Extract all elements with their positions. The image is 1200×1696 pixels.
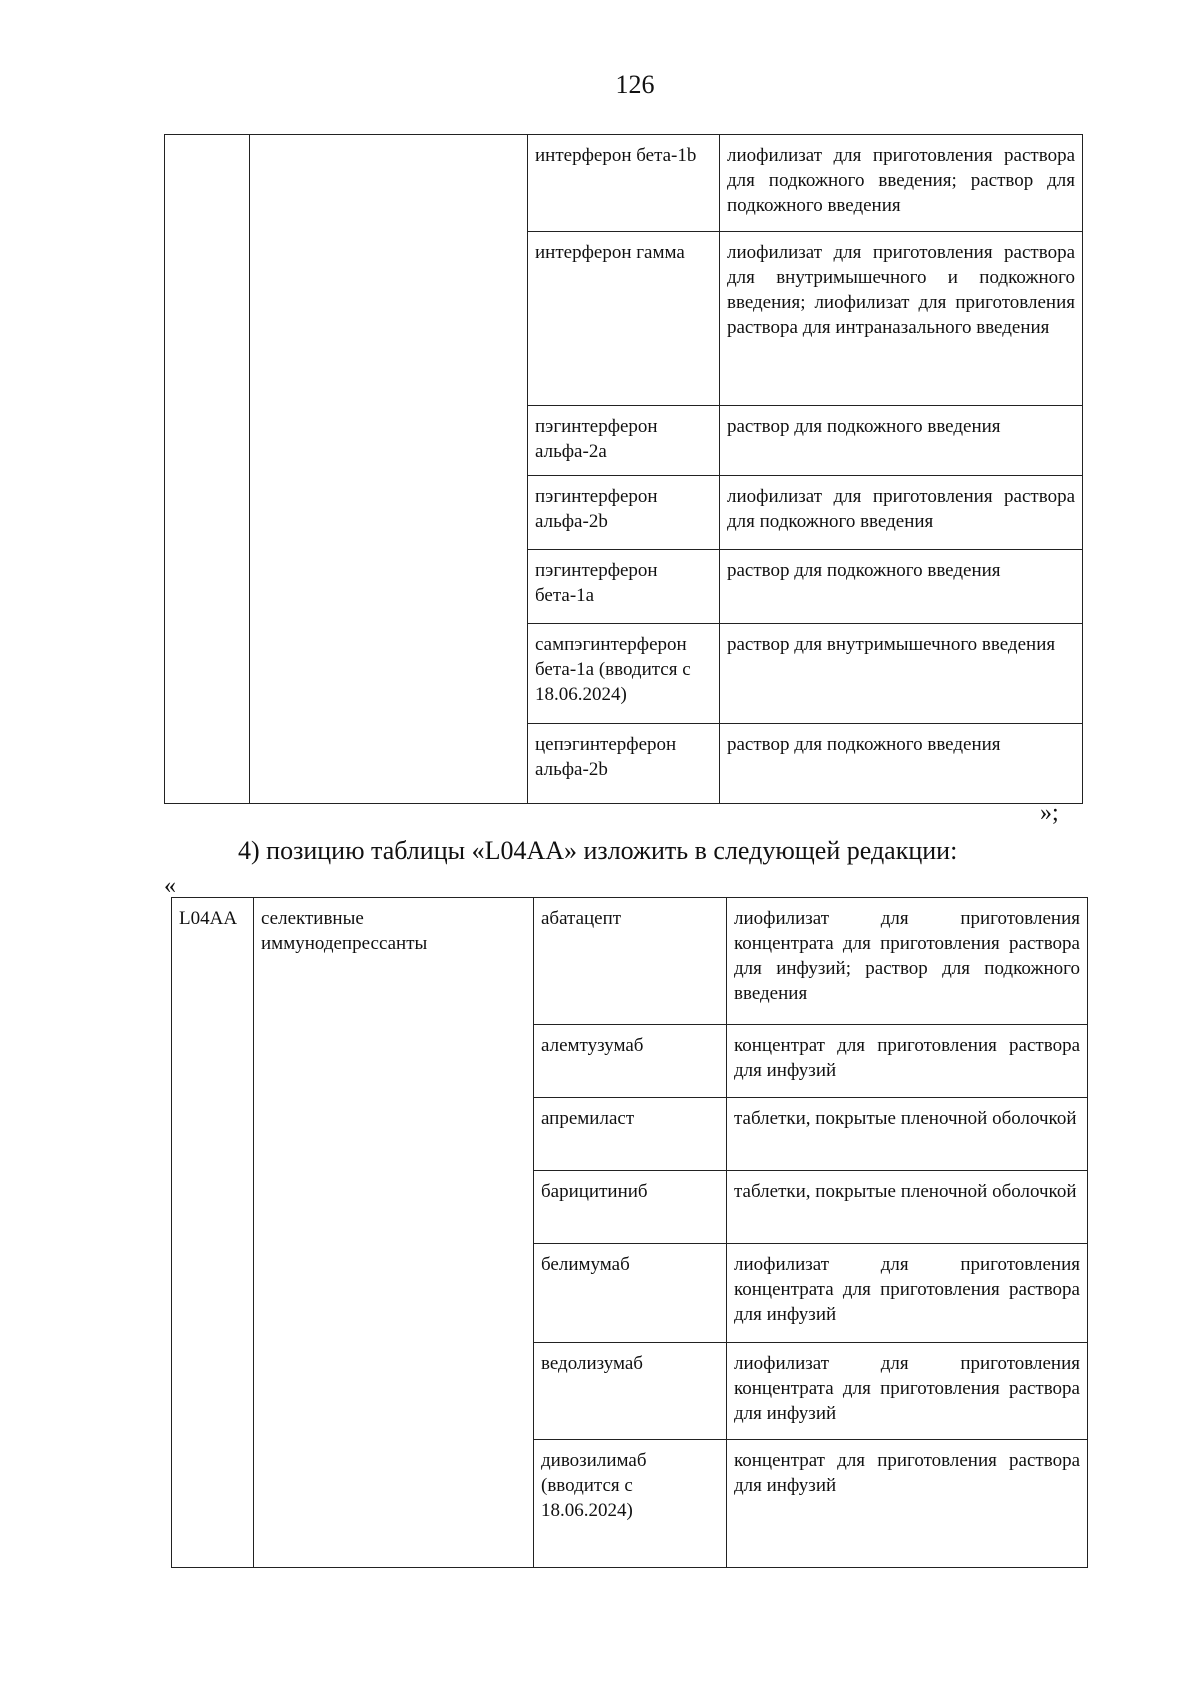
dosage-form-cell: таблетки, покрытые пленочной оболочкой: [727, 1171, 1088, 1244]
dosage-form-cell: раствор для внутримышечного введения: [720, 624, 1083, 724]
dosage-form-cell: таблетки, покрытые пленочной оболочкой: [727, 1098, 1088, 1171]
group-cell-empty: [250, 135, 528, 804]
dosage-form-cell: лиофилизат для приготовления раствора для подкожного введения; раствор для подкожного введения: [720, 135, 1083, 232]
drug-name-cell: ведолизумаб: [534, 1343, 727, 1440]
dosage-form-cell: раствор для подкожного введения: [720, 406, 1083, 476]
dosage-form-cell: лиофилизат для приготовления концентрата для приготовления раствора для инфузий: [727, 1343, 1088, 1440]
table-row: [165, 135, 1083, 232]
dosage-form-cell: раствор для подкожного введения: [720, 550, 1083, 624]
drug-name-cell: интерферон бета-1b: [528, 135, 720, 232]
drug-name-cell: алемтузумаб: [534, 1025, 727, 1098]
table-l04aa: [171, 897, 1088, 1568]
amendment-heading: 4) позицию таблицы «L04AA» изложить в следующей редакции:: [238, 836, 958, 865]
dosage-form-cell: лиофилизат для приготовления концентрата для приготовления раствора для инфузий: [727, 1244, 1088, 1343]
drug-name-cell: сампэгинтерферон бета-1a (вводится с 18.06.2024): [528, 624, 720, 724]
dosage-form-cell: раствор для подкожного введения: [720, 724, 1083, 804]
table-row: [172, 898, 1088, 1025]
dosage-form-cell: лиофилизат для приготовления раствора для внутримышечного и подкожного введения; лиофилизат для приготовления раствора для интраназального введения: [720, 232, 1083, 406]
drug-name-cell: цепэгинтерферон альфа-2b: [528, 724, 720, 804]
drug-name-cell: абатацепт: [534, 898, 727, 1025]
drug-name-cell: белимумаб: [534, 1244, 727, 1343]
group-name-cell: селективные иммунодепрессанты: [254, 898, 534, 1568]
page-number: 126: [615, 70, 655, 99]
closing-quote: »;: [1040, 800, 1059, 826]
drug-name-cell: апремиласт: [534, 1098, 727, 1171]
atc-code-cell: L04AA: [172, 898, 254, 1568]
drug-name-cell: интерферон гамма: [528, 232, 720, 406]
drug-name-cell: барицитиниб: [534, 1171, 727, 1244]
dosage-form-cell: концентрат для приготовления раствора для инфузий: [727, 1025, 1088, 1098]
drug-name-cell: пэгинтерферон альфа-2a: [528, 406, 720, 476]
opening-quote: «: [164, 873, 176, 899]
dosage-form-cell: концентрат для приготовления раствора для инфузий: [727, 1440, 1088, 1568]
drug-name-cell: пэгинтерферон альфа-2b: [528, 476, 720, 550]
dosage-form-cell: лиофилизат для приготовления раствора для подкожного введения: [720, 476, 1083, 550]
code-cell-empty: [165, 135, 250, 804]
dosage-form-cell: лиофилизат для приготовления концентрата для приготовления раствора для инфузий; раствор для подкожного введения: [727, 898, 1088, 1025]
drug-name-cell: пэгинтерферон бета-1a: [528, 550, 720, 624]
table-interferons: [164, 134, 1083, 804]
drug-name-cell: дивозилимаб (вводится с 18.06.2024): [534, 1440, 727, 1568]
